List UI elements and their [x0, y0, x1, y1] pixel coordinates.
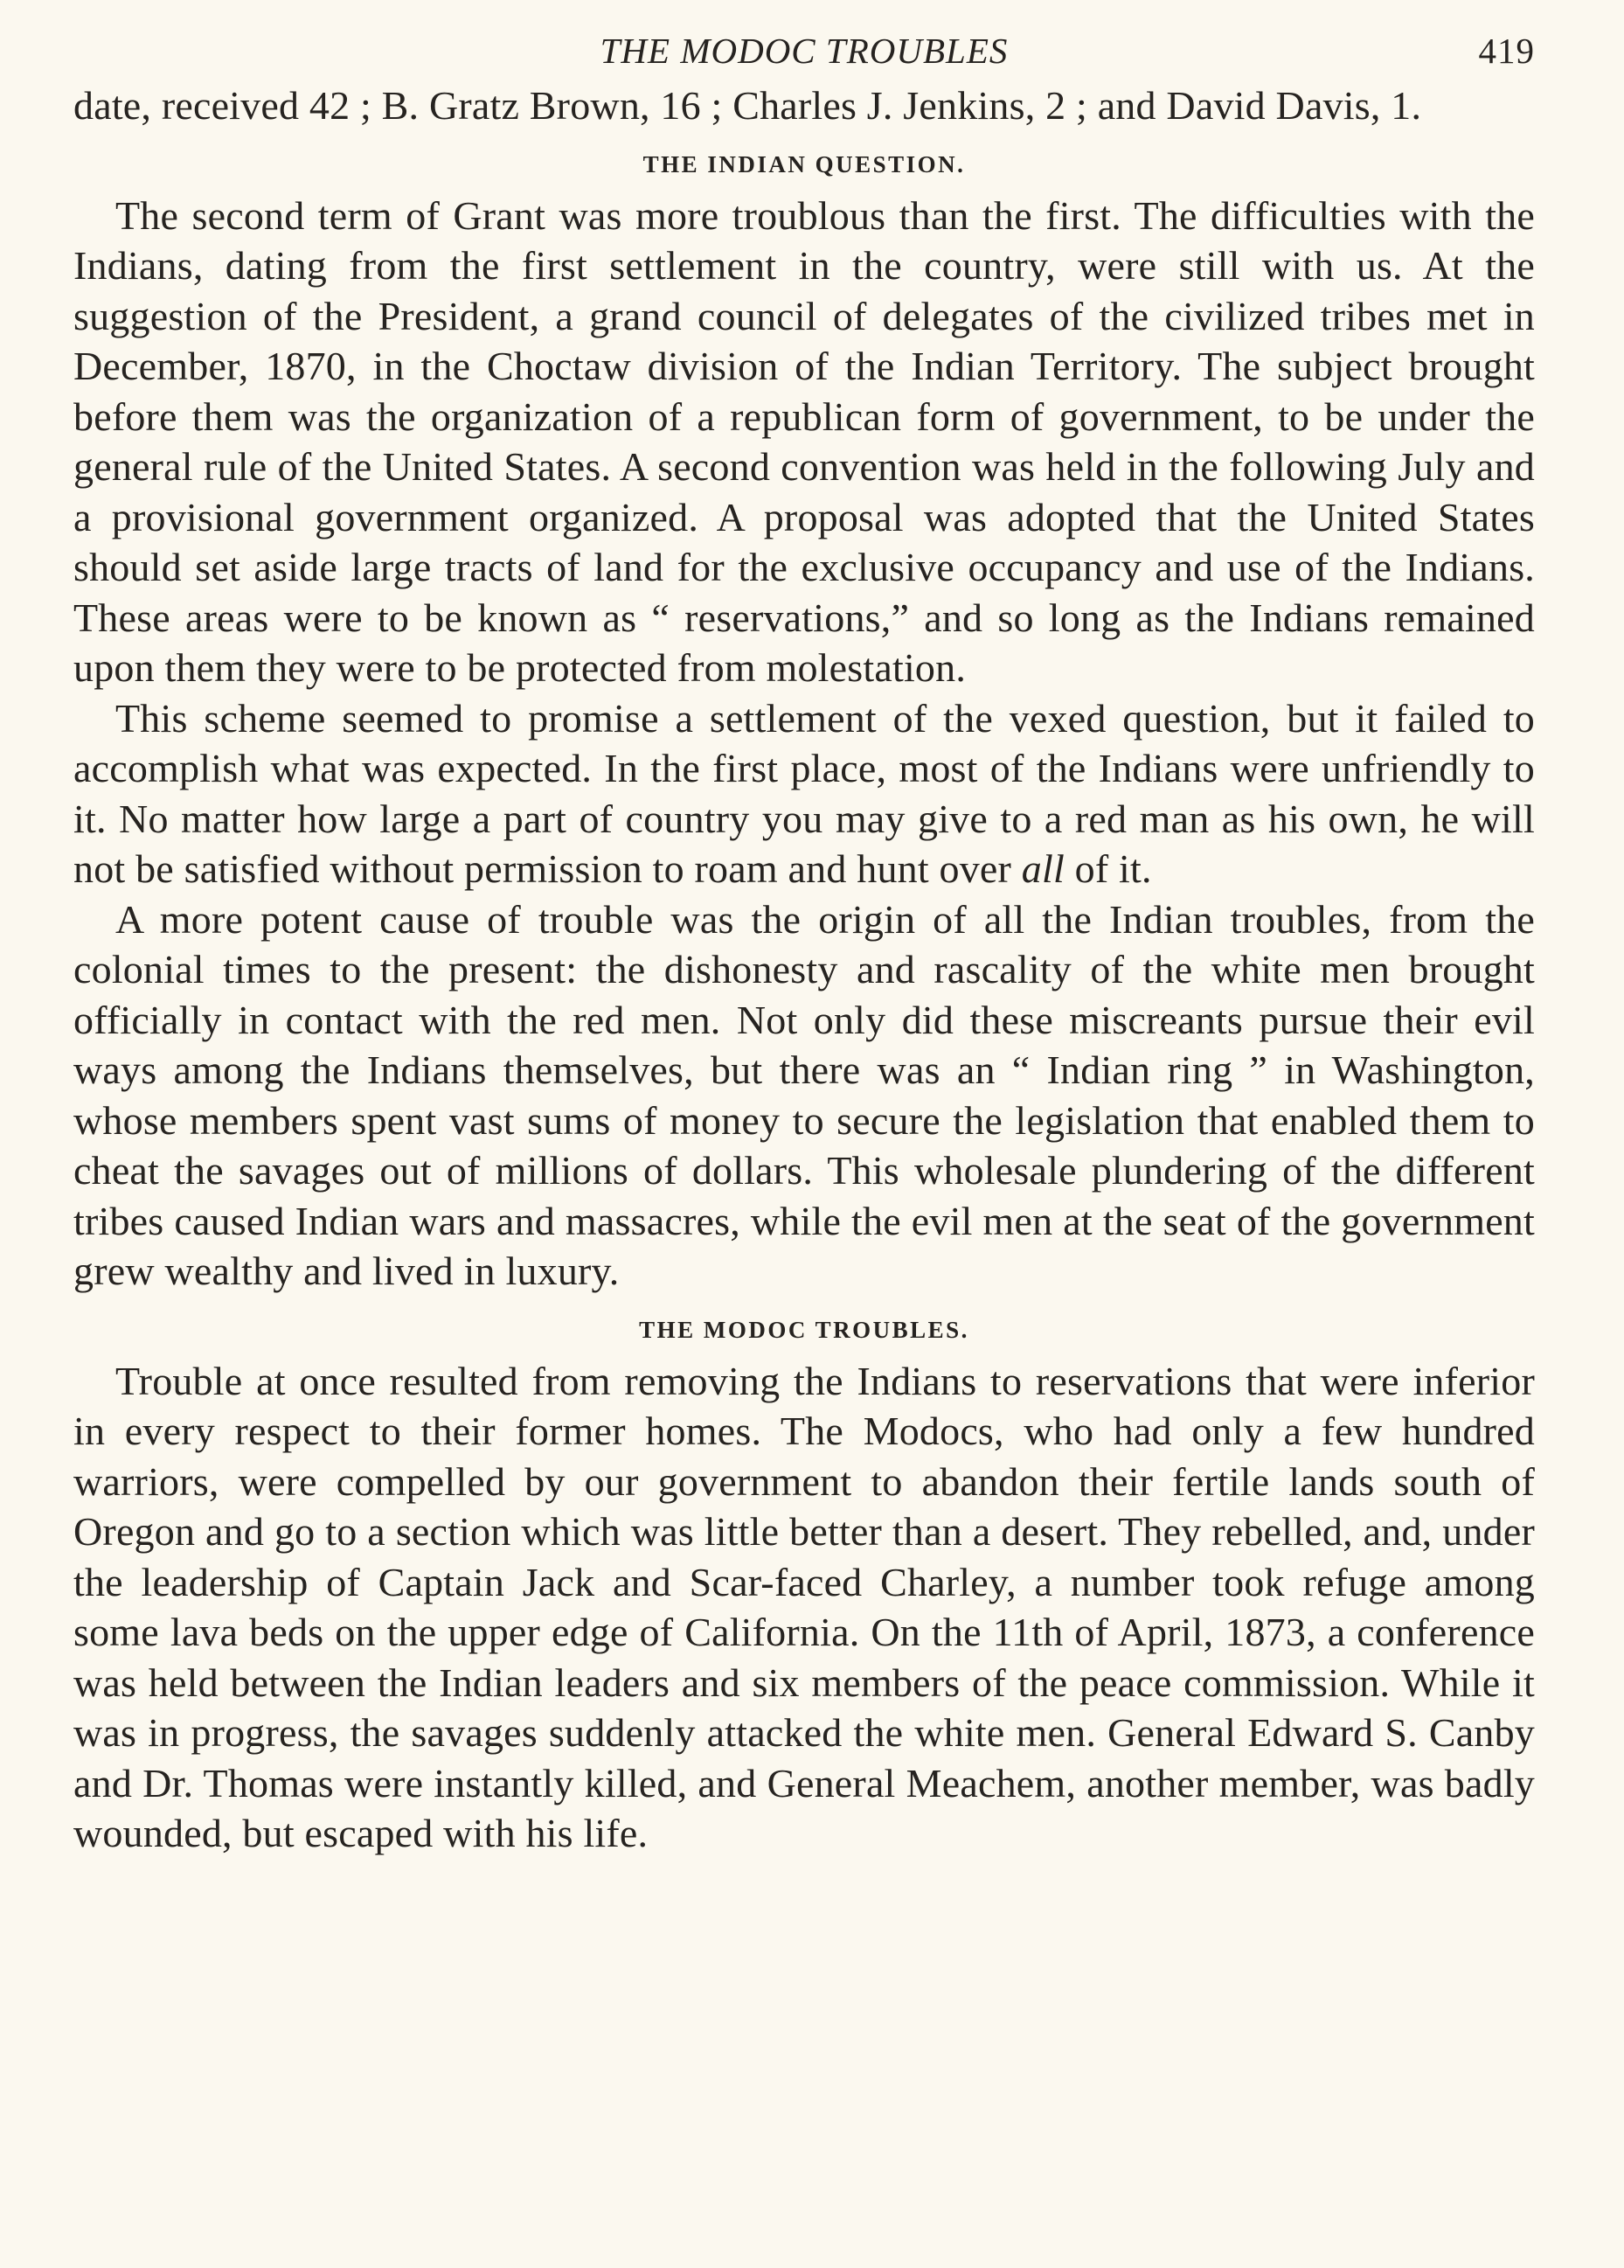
opening-paragraph: date, received 42 ; B. Gratz Brown, 16 ; Charles J. Jenkins, 2 ; and David Davis, 1. [73, 83, 1422, 128]
paragraph-text: This scheme seemed to promise a settlement of the vexed question, but it failed to accomplish what was expected. In the first place, most of the Indians were unfriendly to it. No matter how large a part of country you may give to a red man as his own, he will not be satisfied without permission to roam and hunt over [73, 695, 1535, 891]
book-page [73, 19, 1535, 1859]
running-title: THE MODOC TROUBLES [600, 31, 1009, 71]
section-heading-indian-question: THE INDIAN QUESTION. [642, 150, 966, 177]
paragraph-reservation-scheme [73, 693, 1535, 894]
section-heading-modoc-troubles: THE MODOC TROUBLES. [639, 1316, 969, 1343]
paragraph-text: of it. [1064, 846, 1152, 891]
page-number: 419 [1478, 31, 1535, 71]
running-head [73, 19, 1535, 80]
paragraph-indian-ring: A more potent cause of trouble was the origin of all the Indian troubles, from the colonial times to the present: the dishonesty and rascality of the white men brought officially in contact with the red men. Not only did these miscreants pursue their evil ways among the Indians themselves, but there was an “ Indian ring ” in Washington, whose members spent vast sums of money to secure the legislation that enabled them to cheat the savages out of millions of dollars. This wholesale plundering of the different tribes caused Indian wars and massacres, while the evil men at the seat of the government grew wealthy and lived in luxury. [73, 896, 1535, 1293]
paragraph-modoc-war: Trouble at once resulted from removing the Indians to reservations that were inferior in every respect to their former homes. The Modocs, who had only a few hundred warriors, were compelled by our government to abandon their fertile lands south of Oregon and go to a section which was little better than a desert. They rebelled, and, under the leadership of Captain Jack and Scar-faced Charley, a number took refuge among some lava beds on the upper edge of California. On the 11th of April, 1873, a conference was held between the Indian leaders and six members of the peace commission. While it was in progress, the savages suddenly attacked the white men. General Edward S. Canby and Dr. Thomas were instantly killed, and General Meachem, another member, was badly wounded, but escaped with his life. [73, 1358, 1535, 1855]
paragraph-grant-second-term: The second term of Grant was more troublous than the first. The difficulties with the Indians, dating from the first settlement in the country, were still with us. At the suggestion of the President, a grand council of delegates of the civilized tribes met in December, 1870, in the Choctaw division of the Indian Territory. The subject brought before them was the organization of a republican form of government, to be under the general rule of the United States. A second convention was held in the following July and a provisional government organized. A proposal was adopted that the United States should set aside large tracts of land for the exclusive occupancy and use of the Indians. These areas were to be known as “ reservations,” and so long as the Indians remained upon them they were to be protected from molestation. [73, 192, 1535, 690]
italic-word: all [1021, 846, 1065, 891]
